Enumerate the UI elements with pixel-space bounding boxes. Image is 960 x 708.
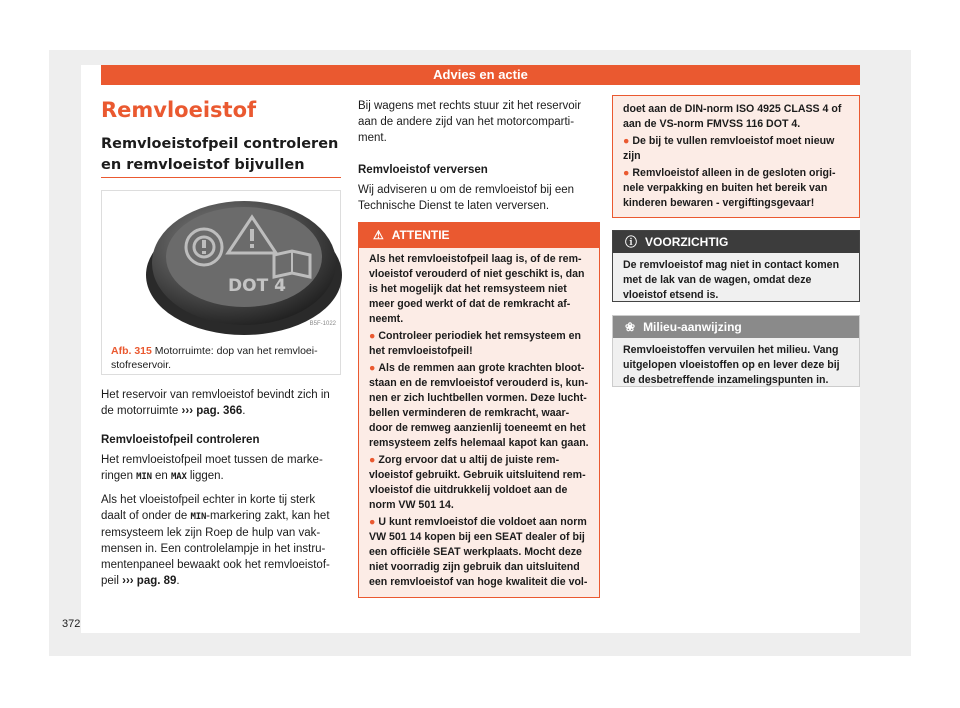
subtitle-divider: [101, 177, 341, 178]
max-mark-label: MAX: [171, 472, 187, 482]
brake-fluid-cap-illustration: [142, 193, 342, 335]
environment-text: Remvloeistoffen vervuilen het milieu. Vang uitgelopen vloeistoffen op en lever deze bij de desbetreffende inzamelingspunten in.: [623, 344, 840, 386]
warning-continued-text: doet aan de DIN-norm ISO 4925 CLASS 4 of aan de VS-norm FMVSS 116 DOT 4.: [623, 103, 842, 130]
min-mark-label: MIN: [190, 512, 207, 522]
page-subtitle: Remvloeistofpeil controleren en remvloeistof bijvullen: [101, 136, 339, 173]
warning-header: ⚠ ATTENTIE: [359, 223, 599, 248]
warning-bullet: ● Controleer periodiek het remsysteem en het remvloeistofpeil!: [369, 330, 581, 357]
warning-continued-body: [613, 96, 859, 211]
warning-body: [359, 248, 599, 590]
cap-label: DOT 4: [228, 276, 286, 296]
figure-caption-text: Motorruimte: dop van het remvloei-stofreservoir.: [111, 345, 318, 371]
environment-box: [612, 315, 860, 387]
warning-bullet: ● Als de remmen aan grote krachten bloot-staan en de remvloeistof verouderd is, kun-nen er zich luchtbellen vormen. Deze lucht-bellen verminderen de remkracht, waar-door de remweg aanzienlij toeneemt en het remsysteem zelfs helemaal kapot kan gaan.: [369, 362, 589, 449]
check-heading: Remvloeistofpeil controleren: [101, 434, 260, 446]
check-paragraph: Het remvloeistofpeil moet tussen de marke-ringen MIN en MAX liggen.: [101, 452, 341, 485]
warning-continued-box: [612, 95, 860, 218]
warning-bullet: ● De bij te vullen remvloeistof moet nieuw zijn: [623, 135, 835, 162]
min-mark-label: MIN: [136, 472, 152, 482]
warning-intro: Als het remvloeistofpeil laag is, of de rem-vloeistof verouderd of niet geschikt is, dan is het mogelijk dat het remsysteem niet meer goed werkt of dat de remkracht af-neemt.: [369, 253, 585, 325]
page-number: 372: [62, 618, 81, 630]
replace-heading: Remvloeistof verversen: [358, 164, 488, 176]
caution-header: ⓘ VOORZICHTIG: [613, 231, 859, 253]
warning-box: [358, 222, 600, 598]
caution-box: [612, 230, 860, 302]
rhd-paragraph: Bij wagens met rechts stuur zit het reservoir aan de andere zijd van het motorcomparti-ment.: [358, 100, 582, 144]
caution-text: De remvloeistof mag niet in contact komen met de lak van de wagen, omdat deze vloeistof etsend is.: [623, 259, 840, 301]
drop-paragraph: Als het vloeistofpeil echter in korte tij sterk daalt of onder de MIN-markering zakt, kan het remsysteem lek zijn Roep de hulp van vak-mensen in. Een controlelampje in het instru-mentenpaneel bewaakt ook het remvloeistof-peil ››› pag. 89.: [101, 494, 330, 587]
warning-triangle-icon: ⚠: [373, 228, 384, 242]
warning-bullet: ● Remvloeistof alleen in de gesloten origi-nele verpakking en buiten het bereik van kinderen bewaren - vergiftingsgevaar!: [623, 167, 836, 209]
figure-caption: [111, 344, 337, 372]
page-title: Remvloeistof: [101, 98, 257, 122]
page-reference-link[interactable]: ››› pag. 366: [181, 405, 243, 417]
section-header: Advies en actie: [101, 65, 860, 85]
figure-code: B5F-1022: [309, 321, 336, 327]
intro-paragraph: Het reservoir van remvloeistof bevindt zich in de motorruimte ››› pag. 366.: [101, 389, 330, 417]
flower-icon: ❀: [625, 320, 636, 334]
figure-box: [101, 190, 341, 375]
warning-bullet: ● U kunt remvloeistof die voldoet aan norm VW 501 14 kopen bij een SEAT dealer of bij een officiële SEAT werkplaats. Mocht deze niet voorradig zijn gebruik dan uitsluitend een remvloeistof van hoge kwaliteit die vol-: [369, 516, 588, 588]
environment-header: ❀ Milieu-aanwijzing: [613, 316, 859, 338]
replace-paragraph: Wij adviseren u om de remvloeistof bij een Technische Dienst te laten verversen.: [358, 184, 575, 212]
figure-number: Afb. 315: [111, 345, 152, 357]
info-circle-icon: ⓘ: [625, 235, 638, 249]
page-reference-link[interactable]: ››› pag. 89: [122, 575, 177, 587]
warning-bullet: ● Zorg ervoor dat u altij de juiste rem-vloeistof gebruikt. Gebruik uitsluitend rem-vloeistof die uitdrukkelij voldoet aan de norm VW 501 14.: [369, 454, 586, 511]
